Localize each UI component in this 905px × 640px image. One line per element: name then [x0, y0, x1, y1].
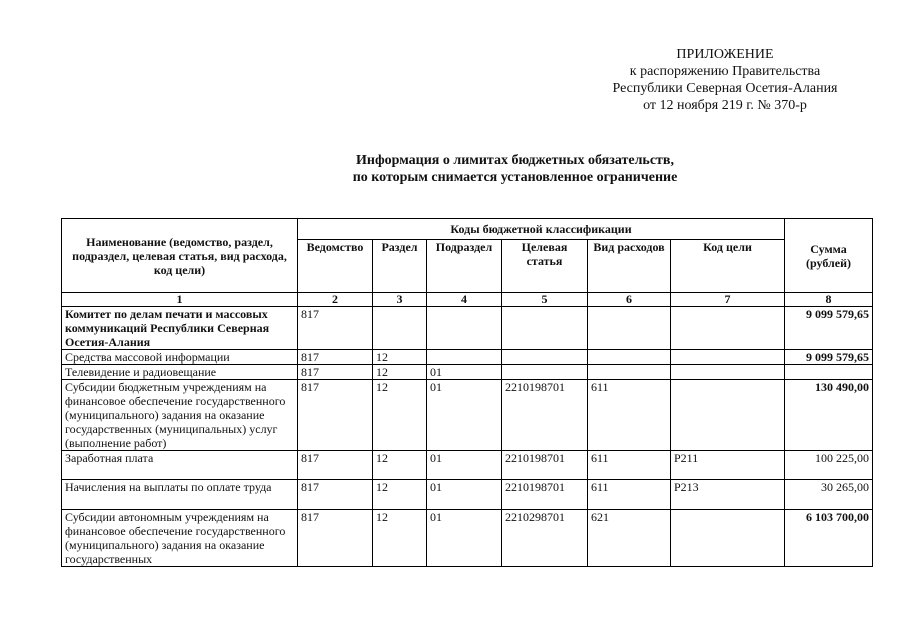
row-sum: 9 099 579,65 — [785, 350, 873, 365]
appendix-header — [560, 46, 890, 114]
row-celevaya — [502, 350, 588, 365]
column-header-kod-celi: Код цели — [671, 240, 785, 293]
column-number: 5 — [502, 293, 588, 307]
row-sum: 9 099 579,65 — [785, 307, 873, 350]
row-vedomstvo: 817 — [298, 451, 373, 480]
row-podrazdel: 01 — [427, 510, 502, 567]
row-kod-celi — [671, 307, 785, 350]
row-vedomstvo: 817 — [298, 307, 373, 350]
row-vid: 611 — [588, 480, 671, 510]
row-name: Субсидии автономным учреждениям на финансовое обеспечение государственного (муниципального) задания на оказание государственных — [62, 510, 298, 567]
column-header-name: Наименование (ведомство, раздел, подраздел, целевая статья, вид расхода, код цели) — [62, 219, 298, 293]
row-kod-celi: Р213 — [671, 480, 785, 510]
title-line-2: по которым снимается установленное ограничение — [352, 170, 678, 185]
row-name: Средства массовой информации — [62, 350, 298, 365]
row-celevaya: 2210298701 — [502, 510, 588, 567]
row-razdel: 12 — [373, 451, 427, 480]
column-number: 3 — [373, 293, 427, 307]
row-vedomstvo: 817 — [298, 480, 373, 510]
row-kod-celi — [671, 350, 785, 365]
row-celevaya: 2210198701 — [502, 480, 588, 510]
row-sum: 100 225,00 — [785, 451, 873, 480]
row-name: Заработная плата — [62, 451, 298, 480]
row-razdel: 12 — [373, 380, 427, 451]
column-header-vid: Вид расходов — [588, 240, 671, 293]
row-podrazdel: 01 — [427, 380, 502, 451]
row-kod-celi — [671, 510, 785, 567]
appendix-line: к распоряжению Правительства — [629, 64, 821, 79]
row-podrazdel: 01 — [427, 480, 502, 510]
column-header-celevaya: Целевая статья — [502, 240, 588, 293]
row-sum — [785, 365, 873, 380]
row-sum: 30 265,00 — [785, 480, 873, 510]
row-kod-celi — [671, 380, 785, 451]
row-sum: 6 103 700,00 — [785, 510, 873, 567]
table-row — [62, 510, 873, 567]
column-number: 2 — [298, 293, 373, 307]
column-header-podrazdel: Подраздел — [427, 240, 502, 293]
row-vid: 621 — [588, 510, 671, 567]
row-razdel: 12 — [373, 510, 427, 567]
column-header-razdel: Раздел — [373, 240, 427, 293]
row-vid — [588, 307, 671, 350]
appendix-line: Республики Северная Осетия-Алания — [612, 81, 838, 96]
row-vid — [588, 350, 671, 365]
row-podrazdel — [427, 307, 502, 350]
row-vid: 611 — [588, 451, 671, 480]
row-vedomstvo: 817 — [298, 510, 373, 567]
row-celevaya: 2210198701 — [502, 451, 588, 480]
table-row — [62, 350, 873, 365]
row-name: Субсидии бюджетным учреждениям на финансовое обеспечение государственного (муниципального) задания на оказание государственных (муниципальных) услуг (выполнение работ) — [62, 380, 298, 451]
column-number: 4 — [427, 293, 502, 307]
column-number: 7 — [671, 293, 785, 307]
row-name: Начисления на выплаты по оплате труда — [62, 480, 298, 510]
row-name: Комитет по делам печати и массовых коммуникаций Республики Северная Осетия-Алания — [62, 307, 298, 350]
row-celevaya: 2210198701 — [502, 380, 588, 451]
row-celevaya — [502, 365, 588, 380]
group-header-codes: Коды бюджетной классификации — [298, 219, 785, 240]
row-podrazdel: 01 — [427, 365, 502, 380]
row-vedomstvo: 817 — [298, 350, 373, 365]
row-razdel — [373, 307, 427, 350]
document-title — [250, 152, 780, 186]
table-row — [62, 307, 873, 350]
column-header-vedomstvo: Ведомство — [298, 240, 373, 293]
column-number: 8 — [785, 293, 873, 307]
row-podrazdel: 01 — [427, 451, 502, 480]
table-row — [62, 480, 873, 510]
column-header-sum: Сумма (рублей) — [785, 219, 873, 293]
table-row — [62, 365, 873, 380]
row-vedomstvo: 817 — [298, 365, 373, 380]
row-vedomstvo: 817 — [298, 380, 373, 451]
table-row — [62, 380, 873, 451]
title-line-1: Информация о лимитах бюджетных обязательств, — [356, 153, 674, 168]
row-sum: 130 490,00 — [785, 380, 873, 451]
table-row — [62, 451, 873, 480]
row-podrazdel — [427, 350, 502, 365]
row-name: Телевидение и радиовещание — [62, 365, 298, 380]
row-vid — [588, 365, 671, 380]
row-vid: 611 — [588, 380, 671, 451]
column-number: 1 — [62, 293, 298, 307]
row-kod-celi — [671, 365, 785, 380]
row-kod-celi: Р211 — [671, 451, 785, 480]
appendix-line: ПРИЛОЖЕНИЕ — [676, 47, 774, 62]
row-razdel: 12 — [373, 365, 427, 380]
budget-table — [61, 218, 873, 567]
appendix-line: от 12 ноября 219 г. № 370-р — [643, 98, 807, 113]
column-number: 6 — [588, 293, 671, 307]
row-razdel: 12 — [373, 480, 427, 510]
row-razdel: 12 — [373, 350, 427, 365]
row-celevaya — [502, 307, 588, 350]
